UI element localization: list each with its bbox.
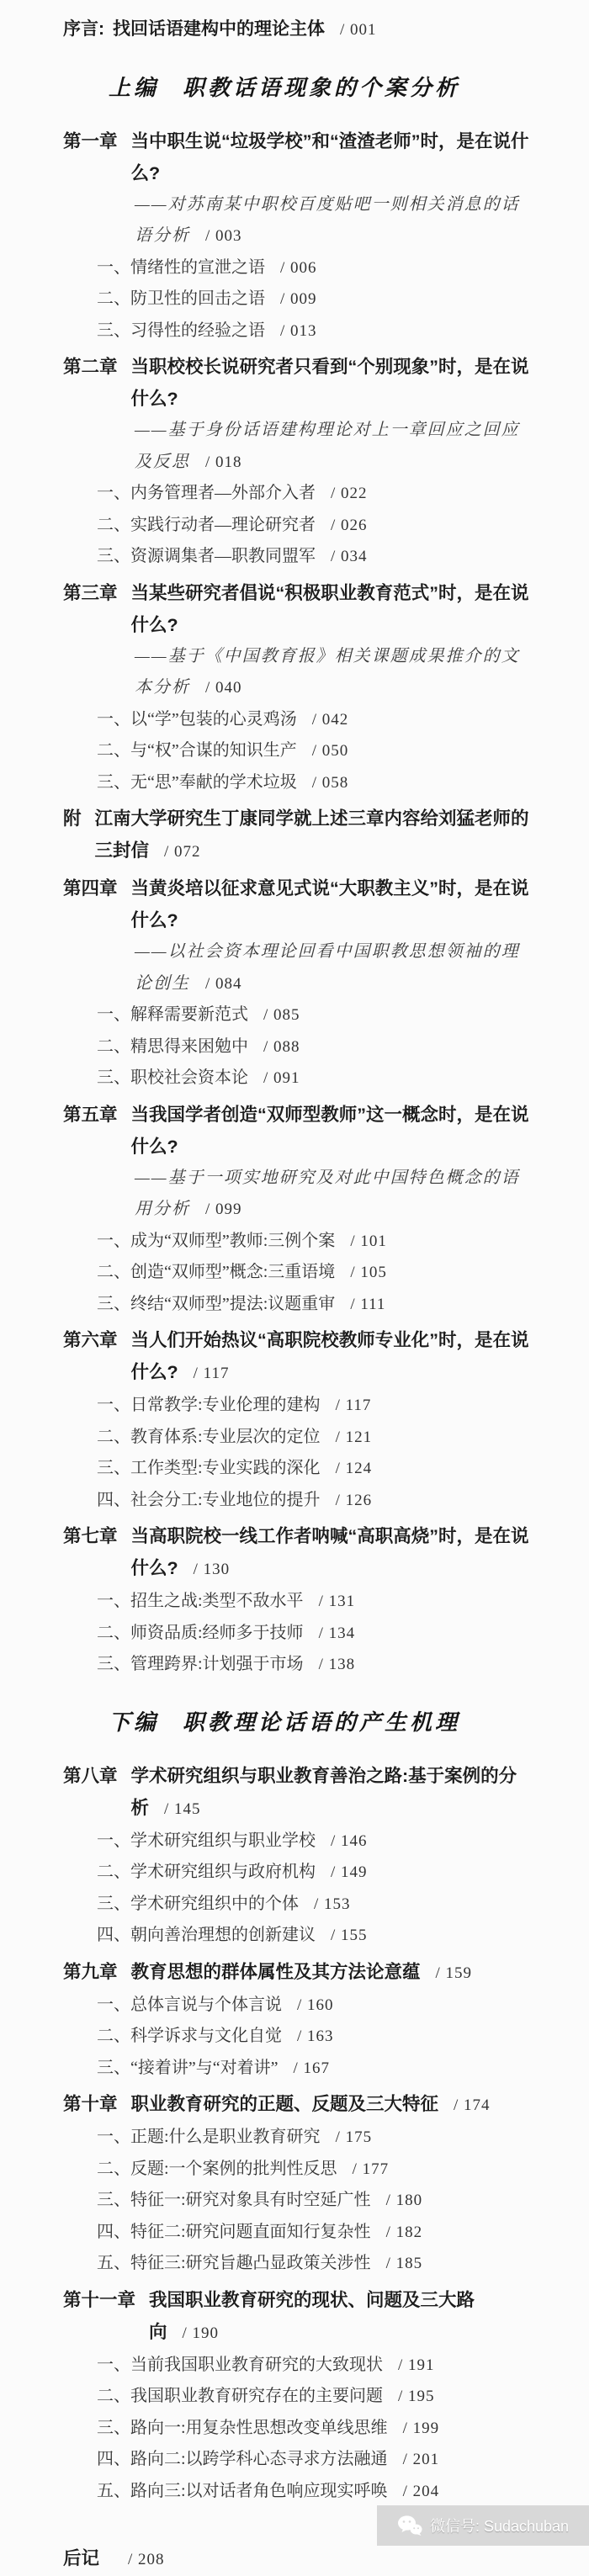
page-number: / 099 <box>205 1201 242 1218</box>
chapter-title: 江南大学研究生丁康同学就上述三章内容给刘猛老师的三封信 <box>94 808 529 861</box>
toc-chapter-row <box>63 2088 533 2122</box>
toc-item-row <box>63 1857 533 1889</box>
chapter-title: 当职校校长说研究者只看到“个别现象”时，是在说什么? <box>130 357 529 409</box>
chapter-title: 当中职生说“垃圾学校”和“渣渣老师”时，是在说什么? <box>130 130 529 183</box>
toc-item-row <box>63 2217 533 2249</box>
chapter-title-block <box>131 1324 533 1390</box>
item-text: 一、当前我国职业教育研究的大致现状 <box>97 2355 383 2374</box>
part-heading <box>109 70 533 107</box>
page-number: / 001 <box>340 21 377 39</box>
toc-chapter-row <box>63 1099 533 1163</box>
chapter-title: 教育思想的群体属性及其方法论意蕴 <box>130 1961 421 1982</box>
chapter-label: 第五章 <box>63 1104 118 1125</box>
page-number: / 040 <box>205 679 242 697</box>
page-number: / 085 <box>263 1006 300 1024</box>
item-text: 一、内务管理者—外部介入者 <box>97 484 316 502</box>
chapter-label: 第二章 <box>63 357 118 377</box>
chapter-title-block <box>131 1956 533 1990</box>
chapter-title-block <box>131 1760 533 1826</box>
page-number: / 163 <box>297 2027 334 2045</box>
page-number: / 208 <box>128 2551 165 2568</box>
page-number: / 201 <box>402 2451 440 2468</box>
wechat-watermark <box>377 2505 589 2546</box>
page-number: / 121 <box>335 1428 373 1446</box>
item-text: 三、习得性的经验之语 <box>97 321 265 340</box>
page-number: / 195 <box>398 2388 435 2405</box>
page-number: / 167 <box>293 2059 331 2077</box>
page-number: / 018 <box>205 453 242 471</box>
page-number: / 084 <box>205 974 242 993</box>
page-number: / 111 <box>350 1295 386 1313</box>
item-text: 一、以“学”包装的心灵鸡汤 <box>97 709 297 729</box>
item-text: 三、管理跨界:计划强于市场 <box>97 1655 304 1673</box>
item-text: 二、教育体系:专业层次的定位 <box>97 1427 321 1446</box>
item-text: 三、工作类型:专业实践的深化 <box>97 1459 321 1477</box>
page-number: / 145 <box>164 1799 201 1818</box>
chapter-title: 当高职院校一线工作者呐喊“高职高烧”时，是在说什么? <box>130 1526 529 1578</box>
page-number: / 182 <box>385 2223 423 2241</box>
chapter-label: 第九章 <box>63 1961 118 1982</box>
toc-item-row <box>63 2413 533 2445</box>
toc-item-row <box>63 1990 533 2022</box>
page-number: / 138 <box>318 1656 356 1673</box>
subtitle-text: ——基于《中国教育报》相关课题成果推介的文本分析 <box>135 646 520 697</box>
item-text: 二、防卫性的回击之语 <box>97 289 265 308</box>
item-text: 一、招生之战:类型不敌水平 <box>97 1592 304 1610</box>
item-text: 三、“接着讲”与“对着讲” <box>97 2058 279 2077</box>
chapter-title-block <box>131 125 533 189</box>
wechat-icon <box>397 2515 422 2536</box>
toc-chapter-row <box>63 1324 533 1390</box>
page-number: / 191 <box>398 2356 435 2374</box>
chapter-title: 当黄炎培以征求意见式说“大职教主义”时，是在说什么? <box>130 878 529 930</box>
toc-item-row <box>63 1649 533 1681</box>
page-number: / 130 <box>193 1561 231 1578</box>
toc-item-row <box>63 767 533 799</box>
toc-item-row <box>63 2122 533 2154</box>
chapter-label: 附 <box>63 808 82 829</box>
toc-item-row <box>63 2248 533 2280</box>
page-number: / 006 <box>280 258 317 277</box>
toc-item-row <box>63 2350 533 2382</box>
page-number: / 146 <box>331 1831 368 1850</box>
page-number: / 013 <box>280 321 317 340</box>
toc-item-row <box>63 2444 533 2476</box>
part-title: 职教理论话语的产生机理 <box>183 1709 461 1735</box>
item-text: 二、与“权”合谋的知识生产 <box>97 741 297 760</box>
item-text: 三、职校社会资本论 <box>97 1068 248 1087</box>
chapter-label: 后记 <box>63 2548 100 2568</box>
toc-item-row <box>63 2021 533 2053</box>
page-number: / 072 <box>164 843 201 861</box>
subtitle-text: ——以社会资本理论回看中国职教思想领袖的理论创生 <box>135 942 520 993</box>
toc-item-row <box>63 1422 533 1454</box>
toc-item-row <box>63 1063 533 1095</box>
page-number: / 117 <box>335 1397 372 1414</box>
chapter-label: 第一章 <box>63 130 118 151</box>
item-text: 三、无“思”奉献的学术垃圾 <box>97 772 297 792</box>
page-number: / 153 <box>314 1895 351 1913</box>
item-text: 一、日常教学:专业伦理的建构 <box>97 1396 321 1414</box>
page-number: / 101 <box>350 1232 387 1250</box>
page-number: / 160 <box>297 1996 334 2014</box>
chapter-title: 当人们开始热议“高职院校教师专业化”时，是在说什么? <box>130 1330 529 1382</box>
toc-chapter-row <box>63 2284 533 2350</box>
toc-chapter-row <box>63 1956 533 1990</box>
toc-item-row <box>63 2154 533 2186</box>
chapter-title: 当某些研究者倡说“积极职业教育范式”时，是在说什么? <box>130 582 529 635</box>
toc-item-row <box>63 1920 533 1952</box>
item-text: 一、情绪性的宣泄之语 <box>97 257 265 277</box>
toc-chapter-row <box>63 1520 533 1586</box>
item-text: 一、成为“双师型”教师:三例个案 <box>97 1231 336 1250</box>
preface-title: 找回话语建构中的理论主体 <box>113 19 325 39</box>
page-number: / 204 <box>402 2482 440 2500</box>
page-number: / 155 <box>331 1927 368 1944</box>
chapter-label: 第十章 <box>63 2094 118 2114</box>
item-text: 五、特征三:研究旨趣凸显政策关涉性 <box>97 2254 371 2272</box>
chapter-title: 当我国学者创造“双师型教师”这一概念时，是在说什么? <box>130 1104 529 1157</box>
item-text: 四、朝向善治理想的创新建议 <box>97 1926 316 1944</box>
item-text: 三、特征一:研究对象具有时空延广性 <box>97 2191 371 2209</box>
page-number: / 022 <box>331 485 368 502</box>
item-text: 二、学术研究组织与政府机构 <box>97 1863 316 1881</box>
chapter-label: 第六章 <box>63 1330 118 1350</box>
page-number: / 177 <box>352 2160 390 2178</box>
toc-item-row <box>63 2381 533 2413</box>
toc-item-row <box>63 1618 533 1650</box>
page-number: / 149 <box>331 1863 368 1881</box>
item-text: 二、科学诉求与文化自觉 <box>97 2027 282 2045</box>
item-text: 一、解释需要新范式 <box>97 1005 248 1024</box>
toc-subtitle-row <box>63 189 533 252</box>
item-text: 三、资源调集者—职教同盟军 <box>97 547 316 565</box>
toc-item-row <box>63 1826 533 1858</box>
chapter-title-block <box>131 577 533 641</box>
item-text: 二、反题:一个案例的批判性反思 <box>97 2159 337 2178</box>
chapter-title-block <box>149 2284 533 2350</box>
page-number: / 050 <box>311 742 349 760</box>
page-number: / 003 <box>205 227 242 245</box>
toc-item-row <box>63 315 533 347</box>
page-number: / 180 <box>385 2192 423 2209</box>
chapter-title: 职业教育研究的正题、反题及三大特征 <box>130 2094 439 2114</box>
part-label: 上编 <box>109 75 160 100</box>
page-number: / 117 <box>193 1365 230 1382</box>
item-text: 二、我国职业教育研究存在的主要问题 <box>97 2387 383 2405</box>
toc-chapter-row <box>63 577 533 641</box>
chapter-title-block <box>131 2088 533 2122</box>
part-heading <box>109 1704 533 1741</box>
toc-subtitle-row <box>63 1163 533 1226</box>
subtitle-text: ——基于一项实地研究及对此中国特色概念的语用分析 <box>135 1168 520 1218</box>
page-number: / 034 <box>331 548 368 565</box>
item-text: 四、社会分工:专业地位的提升 <box>97 1490 321 1509</box>
toc-chapter-row <box>63 803 533 868</box>
toc-item-row <box>63 2476 533 2508</box>
toc-item-row <box>63 252 533 284</box>
page-number: / 124 <box>335 1460 373 1477</box>
item-text: 一、学术研究组织与职业学校 <box>97 1831 316 1850</box>
page-number: / 009 <box>280 290 317 308</box>
page-number: / 134 <box>318 1624 356 1642</box>
toc-item-row <box>63 2053 533 2085</box>
toc-chapter-row <box>63 1760 533 1826</box>
chapter-title-block <box>131 1099 533 1163</box>
toc-item-row <box>63 1586 533 1618</box>
item-text: 三、路向一:用复杂性思想改变单线思维 <box>97 2418 388 2437</box>
item-text: 三、学术研究组织中的个体 <box>97 1894 299 1913</box>
toc-item-row <box>63 1289 533 1321</box>
toc-item-row <box>63 704 533 736</box>
toc-item-row <box>63 284 533 315</box>
toc-item-row <box>63 510 533 542</box>
toc-subtitle-row <box>63 936 533 999</box>
page-number: / 058 <box>311 773 349 792</box>
toc-item-row <box>63 1257 533 1289</box>
page-number: / 105 <box>350 1264 387 1281</box>
toc-chapter-row <box>63 351 533 415</box>
toc-chapter-row <box>63 2542 533 2576</box>
toc-item-row <box>63 735 533 767</box>
item-text: 四、特征二:研究问题直面知行复杂性 <box>97 2222 371 2241</box>
item-text: 二、实践行动者—理论研究者 <box>97 515 316 534</box>
part-title: 职教话语现象的个案分析 <box>183 75 461 100</box>
chapter-label: 第十一章 <box>63 2289 136 2310</box>
item-text: 二、创造“双师型”概念:三重语境 <box>97 1263 336 1281</box>
item-text: 二、精思得来困勉中 <box>97 1036 248 1056</box>
toc-item-row <box>63 1453 533 1485</box>
chapter-title-block <box>131 351 533 415</box>
toc-subtitle-row <box>63 641 533 704</box>
page-number: / 131 <box>318 1593 356 1610</box>
item-text: 五、路向三:以对话者角色响应现实呼唤 <box>97 2481 388 2500</box>
page-number: / 042 <box>311 710 349 729</box>
chapter-label: 第三章 <box>63 582 118 603</box>
page-number: / 091 <box>263 1069 300 1087</box>
toc-chapter-row <box>63 125 533 189</box>
preface-label: 序言: <box>63 19 104 39</box>
chapter-title-block <box>95 803 533 868</box>
toc-item-row <box>63 1485 533 1517</box>
chapter-title: 学术研究组织与职业教育善治之路:基于案例的分析 <box>130 1765 517 1818</box>
part-label: 下编 <box>109 1709 160 1735</box>
chapter-title-block <box>131 1520 533 1586</box>
watermark-text: 微信号: Sudachuban <box>429 2518 570 2535</box>
page-number: / 199 <box>402 2419 440 2437</box>
page-number: / 174 <box>454 2096 491 2114</box>
chapter-label: 第四章 <box>63 878 118 898</box>
toc-item-row <box>63 1889 533 1921</box>
page-number: / 126 <box>335 1491 373 1509</box>
preface-row <box>63 13 533 46</box>
page-number: / 088 <box>263 1037 300 1056</box>
toc-item-row <box>63 541 533 573</box>
toc-chapter-row <box>63 872 533 936</box>
page-number: / 159 <box>435 1964 473 1982</box>
item-text: 一、正题:什么是职业教育研究 <box>97 2128 321 2146</box>
toc-subtitle-row <box>63 415 533 478</box>
toc-item-row <box>63 999 533 1031</box>
chapter-label: 第七章 <box>63 1526 118 1546</box>
toc-item-row <box>63 2185 533 2217</box>
page-number: / 175 <box>335 2128 373 2146</box>
chapter-title-block <box>131 872 533 936</box>
item-text: 三、终结“双师型”提法:议题重审 <box>97 1294 336 1313</box>
chapter-title: 我国职业教育研究的现状、问题及三大路向 <box>149 2289 475 2342</box>
item-text: 二、师资品质:经师多于技师 <box>97 1623 304 1642</box>
page-number: / 026 <box>331 516 368 534</box>
item-text: 四、路向二:以跨学科心态寻求方法融通 <box>97 2450 388 2468</box>
toc-item-row <box>63 1226 533 1258</box>
toc-item-row <box>63 1031 533 1063</box>
toc-item-row <box>63 478 533 510</box>
page-number: / 185 <box>385 2255 423 2272</box>
chapter-title-block <box>113 2542 533 2576</box>
subtitle-text: ——基于身份话语建构理论对上一章回应之回应及反思 <box>135 421 520 471</box>
toc-item-row <box>63 1390 533 1422</box>
item-text: 一、总体言说与个体言说 <box>97 1995 282 2014</box>
page-number: / 190 <box>182 2324 220 2342</box>
subtitle-text: ——对苏南某中职校百度贴吧一则相关消息的话语分析 <box>135 194 520 245</box>
chapter-label: 第八章 <box>63 1765 118 1786</box>
